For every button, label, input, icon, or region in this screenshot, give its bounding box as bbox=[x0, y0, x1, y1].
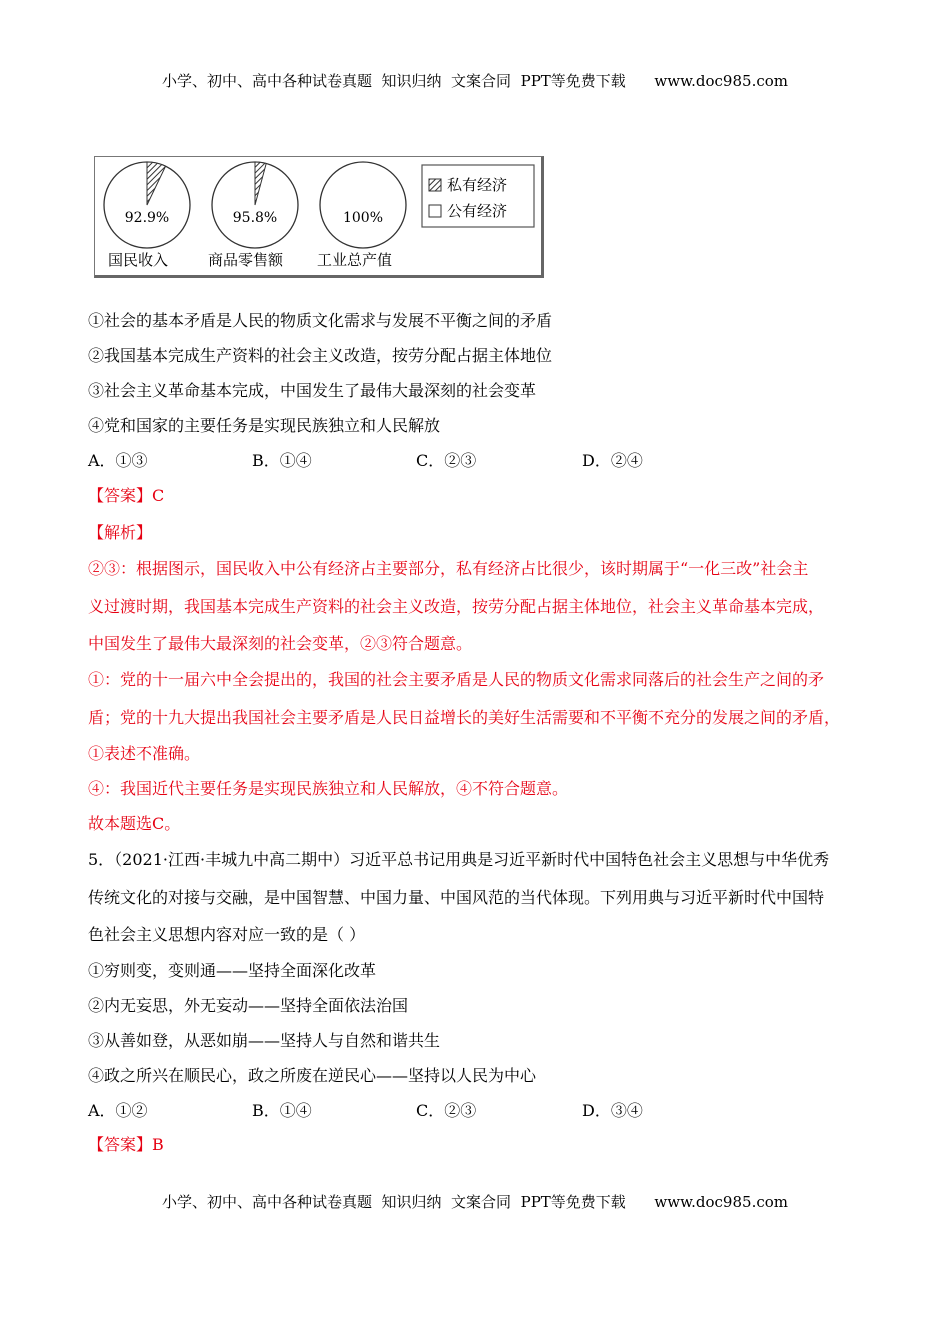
q5-option-c: C．②③ bbox=[416, 1101, 477, 1120]
q5-stem-line-2: 传统文化的对接与交融，是中国智慧、中国力量、中国风范的当代体现。下列用典与习近平新时代中国特 bbox=[88, 888, 825, 907]
legend-box bbox=[422, 165, 534, 227]
q4-statement-3: ③社会主义革命基本完成，中国发生了最伟大最深刻的社会变革 bbox=[88, 381, 537, 400]
q4-analysis-line-6: ①表述不准确。 bbox=[88, 744, 201, 763]
q4-conclusion: 故本题选C。 bbox=[88, 814, 181, 833]
pie-chart-figure bbox=[94, 156, 544, 278]
legend-private-label: 私有经济 bbox=[447, 176, 508, 194]
svg-text:商品零售额: 商品零售额 bbox=[208, 251, 284, 269]
q4-option-d: D．②④ bbox=[582, 451, 643, 470]
svg-text:国民收入: 国民收入 bbox=[108, 251, 169, 269]
q4-analysis-line-2: 义过渡时期，我国基本完成生产资料的社会主义改造，按劳分配占据主体地位，社会主义革命基本完成， bbox=[88, 597, 825, 616]
q4-option-b: B．①④ bbox=[252, 451, 312, 470]
q5-option-b: B．①④ bbox=[252, 1101, 312, 1120]
pie-value-label: 100% bbox=[342, 210, 384, 226]
q5-statement-2: ②内无妄思，外无妄动——坚持全面依法治国 bbox=[88, 996, 409, 1015]
q4-analysis-line-1: ②③：根据图示，国民收入中公有经济占主要部分，私有经济占比很少，该时期属于“一化三改”社会主 bbox=[88, 559, 809, 578]
pie-chart-svg bbox=[95, 157, 541, 275]
q5-stem-line-1: 5．（2021·江西·丰城九中高二期中）习近平总书记用典是习近平新时代中国特色社会主义思想与中华优秀 bbox=[88, 850, 830, 869]
q5-statement-1: ①穷则变，变则通——坚持全面深化改革 bbox=[88, 961, 377, 980]
q4-option-a: A．①③ bbox=[88, 451, 148, 470]
pie-3 bbox=[320, 162, 406, 248]
pie-value-label: 92.9% bbox=[124, 210, 170, 226]
pie-value-label: 95.8% bbox=[232, 210, 278, 226]
q4-answer: 【答案】C bbox=[88, 486, 165, 505]
q5-option-a: A．①② bbox=[88, 1101, 148, 1120]
q4-analysis-line-7: ④：我国近代主要任务是实现民族独立和人民解放，④不符合题意。 bbox=[88, 779, 569, 798]
legend-public-label: 公有经济 bbox=[447, 202, 508, 220]
legend-private-swatch bbox=[429, 179, 441, 191]
pie-caption-2 bbox=[208, 251, 284, 269]
pie-public-slice bbox=[320, 162, 406, 248]
q5-stem-line-3: 色社会主义思想内容对应一致的是（ ） bbox=[88, 925, 366, 944]
q4-option-c: C．②③ bbox=[416, 451, 477, 470]
legend-public-swatch bbox=[429, 205, 441, 217]
svg-text:工业总产值: 工业总产值 bbox=[317, 251, 393, 269]
q5-option-d: D．③④ bbox=[582, 1101, 643, 1120]
pie-1 bbox=[104, 162, 190, 248]
q4-analysis-line-4: ①：党的十一届六中全会提出的，我国的社会主要矛盾是人民的物质文化需求同落后的社会生产之间的矛 bbox=[88, 670, 825, 689]
q4-analysis-title: 【解析】 bbox=[88, 523, 153, 542]
pie-2 bbox=[212, 162, 298, 248]
pie-caption-1 bbox=[108, 251, 168, 269]
pie-caption-3 bbox=[317, 251, 392, 269]
q5-statement-4: ④政之所兴在顺民心，政之所废在逆民心——坚持以人民为中心 bbox=[88, 1066, 537, 1085]
q4-statement-2: ②我国基本完成生产资料的社会主义改造，按劳分配占据主体地位 bbox=[88, 346, 553, 365]
page-footer: 小学、初中、高中各种试卷真题 知识归纳 文案合同 PPT等免费下载 www.doc985.com bbox=[161, 1193, 788, 1211]
q4-analysis-line-5: 盾；党的十九大提出我国社会主要矛盾是人民日益增长的美好生活需要和不平衡不充分的发展之间的矛盾， bbox=[88, 708, 841, 727]
q4-statement-4: ④党和国家的主要任务是实现民族独立和人民解放 bbox=[88, 416, 441, 435]
q5-statement-3: ③从善如登，从恶如崩——坚持人与自然和谐共生 bbox=[88, 1031, 441, 1050]
q4-statement-1: ①社会的基本矛盾是人民的物质文化需求与发展不平衡之间的矛盾 bbox=[88, 311, 553, 330]
page-header: 小学、初中、高中各种试卷真题 知识归纳 文案合同 PPT等免费下载 www.doc985.com bbox=[161, 72, 788, 90]
q4-analysis-line-3: 中国发生了最伟大最深刻的社会变革，②③符合题意。 bbox=[88, 634, 473, 653]
q5-answer: 【答案】B bbox=[88, 1135, 164, 1154]
